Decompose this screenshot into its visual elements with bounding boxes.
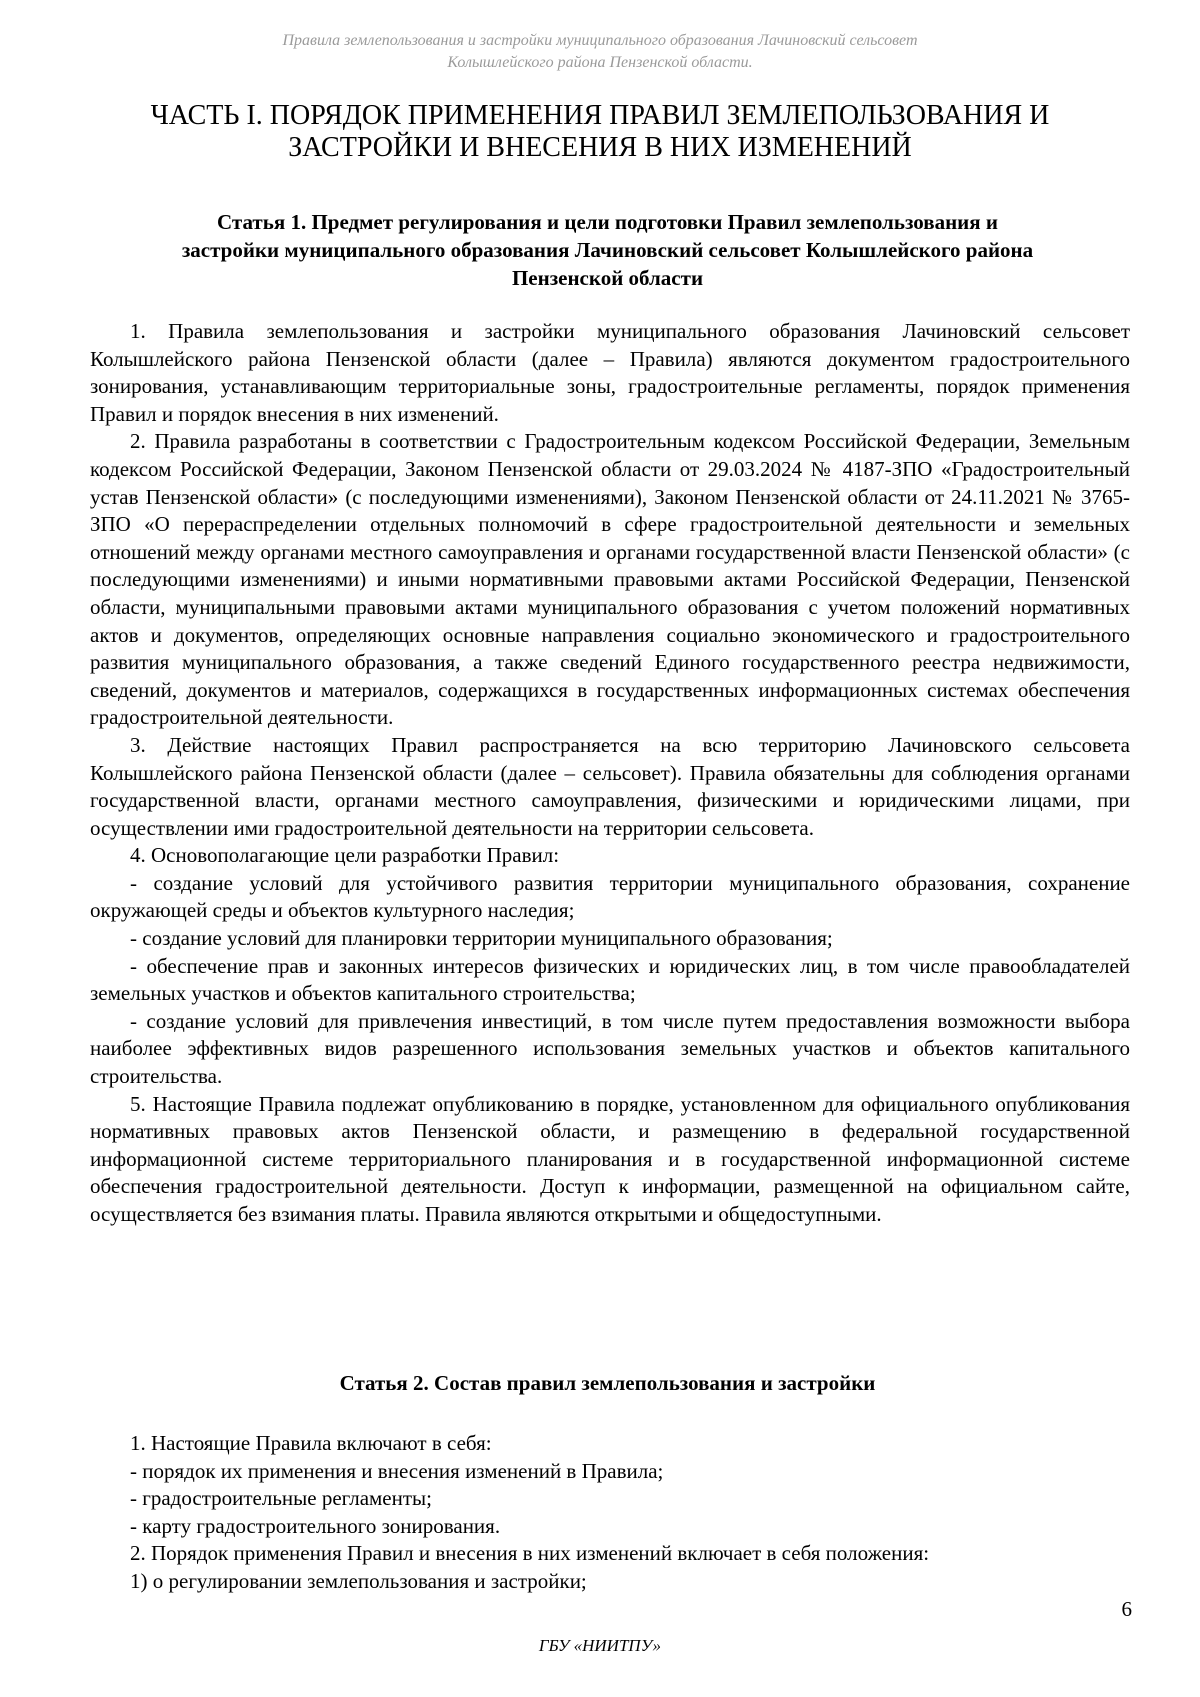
article-1-list-item: - создание условий для планировки территории муниципального образования; bbox=[130, 926, 833, 951]
article-1-paragraph: 3. Действие настоящих Правил распространяется на всю территорию Лачиновского сельсовета Колышлейского района Пензенской области (далее – сельсовет). Правила обязательны для соблюдения органами государственной власти, органами местного самоуправления, физическими и юридическими лицами, при осуществлении ими градостроительной деятельности на территории сельсовета. bbox=[90, 732, 1130, 840]
article-1-list-item: - обеспечение прав и законных интересов физических и юридических лиц, в том числе правообладателей земельных участков и объектов капитального строительства; bbox=[90, 953, 1130, 1006]
running-header-line-1: Правила землепользования и застройки муниципального образования Лачиновский сельсовет bbox=[282, 32, 918, 49]
part-title-line-1: ЧАСТЬ I. ПОРЯДОК ПРИМЕНЕНИЯ ПРАВИЛ ЗЕМЛЕПОЛЬЗОВАНИЯ И bbox=[150, 100, 1050, 131]
running-header bbox=[0, 30, 1200, 74]
article-2-list-item: - градостроительные регламенты; bbox=[130, 1486, 432, 1511]
article-2-line: 1) о регулировании землепользования и застройки; bbox=[130, 1568, 587, 1593]
article-2-line: 2. Порядок применения Правил и внесения в них изменений включает в себя положения: bbox=[130, 1541, 930, 1566]
article-1-paragraph: 1. Правила землепользования и застройки муниципального образования Лачиновский сельсовет Колышлейского района Пензенской области (далее – Правила) являются документом градостроительного зонирования, устанавливающим территориальные зоны, градостроительные регламенты, порядок применения Правил и порядок внесения в них изменений. bbox=[90, 319, 1130, 426]
article-1-paragraph: 5. Настоящие Правила подлежат опубликованию в порядке, установленном для официального опубликования нормативных правовых актов Пензенской области, и размещению в федеральной государственной информационной системе территориального планирования и в государственной информационной системе обеспечения градостроительной деятельности. Доступ к информации, размещенной на официальном сайте, осуществляется без взимания платы. Правила являются открытыми и общедоступными. bbox=[90, 1091, 1130, 1226]
article-2-title: Статья 2. Состав правил землепользования и застройки bbox=[339, 1371, 876, 1395]
running-footer: ГБУ «НИИТПУ» bbox=[538, 1636, 662, 1655]
article-1-title bbox=[115, 208, 1100, 292]
article-1-title-line-2: застройки муниципального образования Лачиновский сельсовет Колышлейского района bbox=[181, 238, 1034, 262]
article-1-title-line-1: Статья 1. Предмет регулирования и цели подготовки Правил землепользования и bbox=[217, 210, 998, 234]
article-2-list-item: - карту градостроительного зонирования. bbox=[130, 1513, 501, 1538]
part-title-line-2: ЗАСТРОЙКИ И ВНЕСЕНИЯ В НИХ ИЗМЕНЕНИЙ bbox=[288, 132, 912, 163]
running-header-line-2: Колышлейского района Пензенской области. bbox=[447, 54, 753, 71]
part-title bbox=[110, 100, 1090, 164]
article-2-body bbox=[90, 1430, 1130, 1596]
page-number: 6 bbox=[1121, 1597, 1132, 1621]
article-1-list-item: - создание условий для привлечения инвестиций, в том числе путем предоставления возможности выбора наиболее эффективных видов разрешенного использования земельных участков и объектов капитального строительства. bbox=[90, 1008, 1130, 1089]
article-2-list-item: - порядок их применения и внесения изменений в Правила; bbox=[130, 1458, 664, 1483]
article-1-paragraph: 4. Основополагающие цели разработки Правил: bbox=[130, 843, 560, 868]
article-1-title-line-3: Пензенской области bbox=[511, 266, 704, 290]
article-1-body bbox=[90, 318, 1130, 1229]
article-1-list-item: - создание условий для устойчивого развития территории муниципального образования, сохранение окружающей среды и объектов культурного наследия; bbox=[90, 870, 1130, 923]
article-2-line: 1. Настоящие Правила включают в себя: bbox=[130, 1431, 492, 1455]
article-1-paragraph: 2. Правила разработаны в соответствии с Градостроительным кодексом Российской Федерации, Земельным кодексом Российской Федерации, Законом Пензенской области от 29.03.2024 № 4187-ЗПО «Градостроительный устав Пензенской области» (с последующими изменениями), Законом Пензенской области от 24.11.2021 № 3765-ЗПО «О перераспределении отдельных полномочий в сфере градостроительной деятельности и земельных отношений между органами местного самоуправления и органами государственной власти Пензенской области» (с последующими изменениями) и иными нормативными правовыми актами Российской Федерации, Пензенской области, муниципальными правовыми актами муниципального образования с учетом положений нормативных актов и документов, определяющих основные направления социально экономического и градостроительного развития муниципального образования, а также сведений Единого государственного реестра недвижимости, сведений, документов и материалов, содержащихся в государственных информационных системах обеспечения градостроительной деятельности. bbox=[90, 429, 1130, 730]
